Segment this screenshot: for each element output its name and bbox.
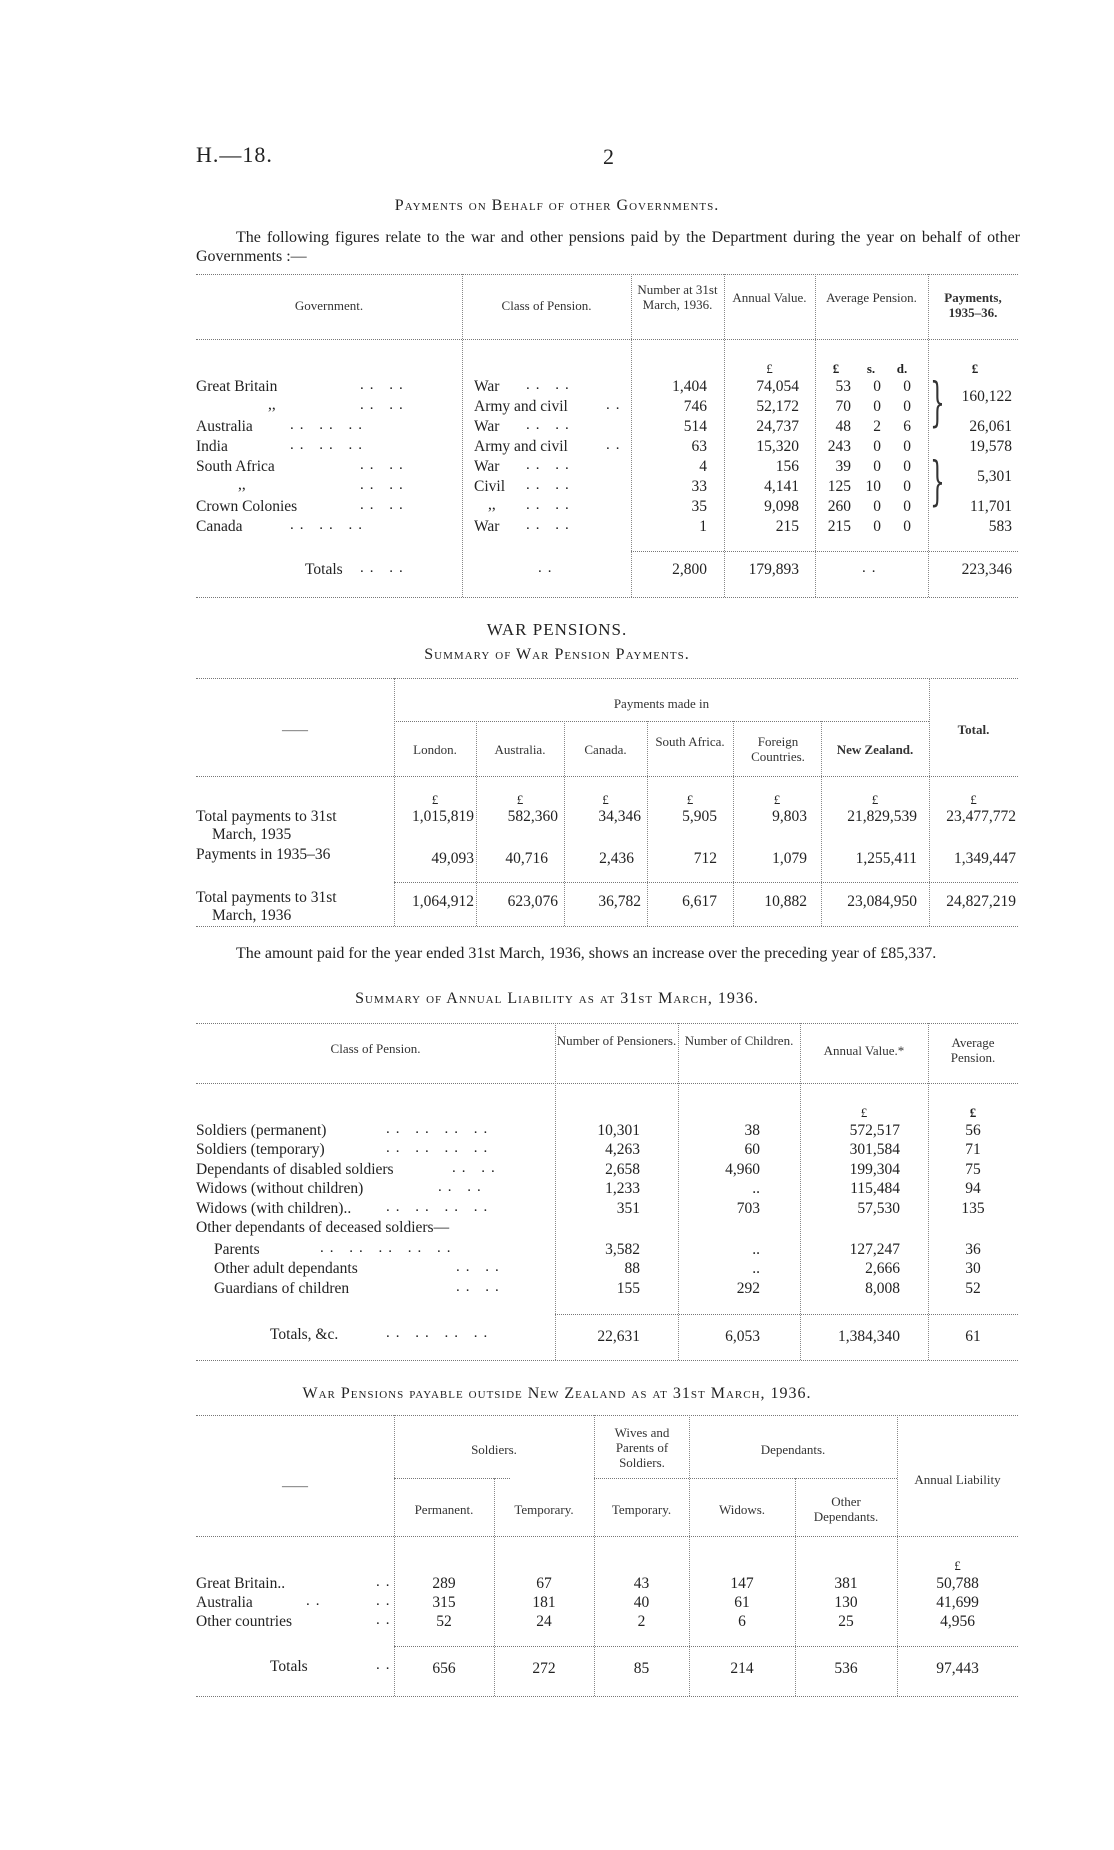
payment-australia: 40,716 [505,850,548,867]
average-shillings: 2 [873,418,881,435]
payment-total: 24,827,219 [946,893,1016,910]
dependants-other: 381 [834,1575,858,1592]
document-reference: H.—18. [196,142,273,167]
average-pounds: 125 [827,478,851,495]
pension-count: 35 [691,498,707,515]
average-pounds: 260 [827,498,851,515]
row-label: Total payments to 31st [196,808,337,825]
annual-value: 156 [775,458,799,475]
children-count: 38 [744,1122,760,1139]
annual-value: 2,666 [865,1260,900,1277]
annual-value: 57,530 [857,1200,900,1217]
col-header-permanent: Permanent. [414,1502,474,1517]
unit-shillings: s. [866,361,876,376]
total-pensioners: 22,631 [597,1328,640,1345]
unit-pound: £ [860,1105,868,1120]
col-header-class-of-pension: Class of Pension. [330,1041,421,1056]
total-liability: 97,443 [936,1660,979,1677]
group-header-soldiers: Soldiers. [471,1442,517,1457]
row-label-continued: March, 1935 [212,826,292,843]
payment-london: 1,015,819 [412,808,474,825]
annual-value: 9,098 [764,498,799,515]
unit-pence: d. [896,361,908,376]
col-header-annual-value: Annual Value.* [823,1043,905,1058]
average-pounds: 215 [827,518,851,535]
average-pension: 135 [961,1200,985,1217]
total-children: 6,053 [725,1328,760,1345]
annual-liability: 41,699 [936,1594,979,1611]
government-name: Crown Colonies [196,498,298,515]
annual-value: 215 [775,518,799,535]
col-header-annual-liability: Annual Liability [914,1472,1001,1487]
row-label: Widows (without children) [196,1180,364,1197]
col-header-foreign: Foreign Countries. [751,734,805,764]
average-pounds: 70 [835,398,851,415]
annual-value: 15,320 [756,438,799,455]
col-header-south-africa: South Africa. [655,734,725,749]
average-pension: 94 [965,1180,981,1197]
annual-liability: 4,956 [940,1613,975,1630]
annual-value: 4,141 [764,478,799,495]
average-pence: 0 [903,438,911,455]
unit-pound: £ [431,792,439,807]
pension-class: War [474,418,500,435]
average-pence: 0 [903,458,911,475]
annual-value: 301,584 [849,1141,900,1158]
pension-class: War [474,458,500,475]
pensioner-count: 351 [616,1200,640,1217]
government-name: South Africa [196,458,275,475]
row-label: Total payments to 31st [196,889,337,906]
col-header-class: Class of Pension. [501,298,592,313]
row-label: Dependants of disabled soldiers [196,1161,394,1178]
payment-new-zealand: 23,084,950 [847,893,917,910]
unit-pound: £ [969,1105,977,1120]
government-name: Australia [196,418,253,435]
children-count: .. [752,1241,760,1258]
pension-count: 1 [699,518,707,535]
row-label: Soldiers (temporary) [196,1141,325,1158]
average-pence: 0 [903,518,911,535]
payment-canada: 583 [988,518,1012,535]
total-wives: 85 [633,1660,650,1677]
average-pence: 0 [903,378,911,395]
col-header-canada: Canada. [584,742,627,757]
row-label: Other dependants of deceased soldiers— [196,1219,450,1236]
payment-new-zealand: 21,829,539 [847,808,917,825]
annual-value: 115,484 [850,1180,900,1197]
annual-value: 572,517 [849,1122,900,1139]
dependants-widows: 61 [734,1594,750,1611]
average-pension: 30 [965,1260,981,1277]
col-header-dash: —— [282,1478,308,1493]
average-pounds: 39 [835,458,851,475]
col-header-children: Number of Children. [684,1033,794,1048]
payment-south-africa: 5,301 [977,468,1012,485]
annual-value: 199,304 [849,1161,900,1178]
payment-canada: 36,782 [598,893,641,910]
pension-class: Army and civil [474,398,568,415]
payment-india: 19,578 [969,438,1012,455]
payment-south-africa: 6,617 [682,893,717,910]
row-label: Widows (with children).. [196,1200,352,1217]
average-pension: 52 [965,1280,981,1297]
section-subtitle-war-pension-payments: Summary of War Pension Payments. [424,646,690,663]
average-pence: 0 [903,498,911,515]
payment-south-africa: 5,905 [682,808,717,825]
annual-value: 127,247 [849,1241,900,1258]
payment-total: 1,349,447 [954,850,1016,867]
wives-temporary: 43 [633,1575,650,1592]
col-header-widows: Widows. [718,1502,766,1517]
unit-pound: £ [970,792,977,807]
pension-count: 4 [699,458,707,475]
payment-great-britain: 160,122 [961,388,1012,405]
dependants-widows: 147 [730,1575,754,1592]
soldiers-permanent: 315 [432,1594,456,1611]
payment-australia: 582,360 [507,808,558,825]
average-pence: 0 [903,398,911,415]
payment-london: 1,064,912 [412,893,474,910]
average-shillings: 0 [873,438,881,455]
col-header-total: Total. [957,722,990,737]
children-count: 60 [744,1141,760,1158]
row-label: Other adult dependants [214,1260,358,1277]
total-payments: 223,346 [961,561,1012,578]
pensioner-count: 1,233 [605,1180,640,1197]
average-pence: 6 [903,418,911,435]
pensioner-count: 4,263 [605,1141,640,1158]
government-name: India [196,438,228,455]
unit-pound: £ [871,792,879,807]
unit-pound: £ [773,792,781,807]
average-pension: 36 [965,1241,981,1258]
row-label-continued: March, 1936 [212,907,292,924]
total-count: 2,800 [672,561,707,578]
pension-class: ,, [488,496,496,513]
pensioner-count: 3,582 [605,1241,640,1258]
totals-label: Totals [270,1658,308,1675]
payment-australia: 623,076 [507,893,558,910]
average-pension: 71 [965,1141,981,1158]
average-shillings: 0 [873,498,881,515]
col-header-temporary: Temporary. [514,1502,574,1517]
unit-pound: £ [686,792,694,807]
country-name: Australia [196,1594,253,1611]
average-shillings: 10 [865,478,881,495]
children-count: 292 [736,1280,760,1297]
page-number: 2 [603,144,614,169]
average-shillings: 0 [873,518,881,535]
pensioner-count: 2,658 [605,1161,640,1178]
pension-count: 63 [691,438,707,455]
annual-value: 74,054 [756,378,799,395]
average-pension: 75 [965,1161,981,1178]
unit-pound: £ [516,792,524,807]
average-pounds: 53 [835,378,851,395]
col-header-government: Government. [294,298,364,313]
pensioner-count: 155 [616,1280,640,1297]
brace-icon: } [930,452,945,512]
payment-canada: 2,436 [599,850,634,867]
payment-australia: 26,061 [969,418,1012,435]
col-header-pensioners: Number of Pensioners. [556,1033,677,1048]
average-pounds: 48 [835,418,851,435]
pension-class: War [474,518,500,535]
group-header-payments-made-in: Payments made in [613,696,710,711]
total-temporary: 272 [532,1660,556,1677]
totals-label: Totals, &c. [270,1326,339,1343]
average-shillings: 0 [873,458,881,475]
group-header-dependants: Dependants. [760,1442,826,1457]
children-count: 703 [736,1200,760,1217]
total-annual: 179,893 [748,561,799,578]
col-header-wives-temporary: Temporary. [611,1502,672,1517]
intro-paragraph: The following figures relate to the war and other pensions paid by the Department during the year on behalf of other Governments :— [196,229,1020,265]
dependants-other: 25 [838,1613,854,1630]
government-name: Great Britain [196,378,278,395]
average-pence: 0 [903,478,911,495]
payment-canada: 34,346 [598,808,641,825]
payment-south-africa: 712 [693,850,717,867]
col-header-annual-value: Annual Value. [732,290,807,305]
unit-pound: £ [602,792,609,807]
children-count: .. [752,1260,760,1277]
soldiers-temporary: 67 [536,1575,552,1592]
payment-total: 23,477,772 [946,808,1016,825]
average-shillings: 0 [873,378,881,395]
children-count: 4,960 [725,1161,760,1178]
annual-value: 8,008 [865,1280,900,1297]
total-annual-value: 1,384,340 [838,1328,900,1345]
wives-temporary: 40 [633,1594,650,1611]
col-header-dash: —— [282,722,308,737]
col-header-average: Average Pension. [826,290,917,305]
pensioner-count: 10,301 [597,1122,640,1139]
government-name: ,, [238,476,246,493]
country-name: Great Britain.. [196,1575,286,1592]
pension-count: 1,404 [672,378,707,395]
increase-note: The amount paid for the year ended 31st March, 1936, shows an increase over the preceding year of £85,337. [236,945,937,962]
dependants-widows: 6 [738,1613,746,1630]
total-widows: 214 [730,1660,754,1677]
total-permanent: 656 [432,1660,456,1677]
row-label: Payments in 1935–36 [196,846,331,863]
dependants-other: 130 [834,1594,858,1611]
group-header-wives-parents: Wives and Parents of Soldiers. [614,1425,670,1470]
col-header-payments: Payments, 1935–36. [944,290,1002,320]
average-pension: 56 [965,1122,981,1139]
row-label: Soldiers (permanent) [196,1122,327,1139]
total-average: 61 [965,1328,981,1345]
average-shillings: 0 [873,398,881,415]
pension-count: 514 [683,418,707,435]
pension-count: 746 [683,398,707,415]
pension-count: 33 [691,478,707,495]
pension-class: War [474,378,500,395]
section-title-annual-liability: Summary of Annual Liability as at 31st March, 1936. [355,990,759,1007]
average-pounds: 243 [827,438,851,455]
children-count: .. [752,1180,760,1197]
col-header-australia: Australia. [494,742,546,757]
row-label: Parents [214,1241,260,1258]
payment-london: 49,093 [431,850,474,867]
total-other: 536 [834,1660,858,1677]
section-title-outside-new-zealand: War Pensions payable outside New Zealand as at 31st March, 1936. [302,1385,812,1402]
payment-foreign: 10,882 [764,893,807,910]
section-title-war-pensions: WAR PENSIONS. [486,620,628,639]
col-header-average-pension: Average Pension. [950,1035,996,1065]
annual-value: 52,172 [756,398,799,415]
col-header-number: Number at 31st March, 1936. [637,282,718,312]
row-label: Guardians of children [214,1280,350,1297]
col-header-other-dependants: Other Dependants. [813,1494,879,1524]
totals-label: Totals [305,561,343,578]
government-name: Canada [196,518,243,535]
payment-new-zealand: 1,255,411 [855,850,917,867]
col-header-new-zealand: New Zealand. [836,742,914,757]
soldiers-permanent: 289 [432,1575,456,1592]
country-name: Other countries [196,1613,292,1630]
payment-crown-colonies: 11,701 [969,498,1012,515]
annual-value: 24,737 [756,418,799,435]
unit-pound: £ [971,361,979,376]
brace-icon: } [930,373,945,433]
payment-foreign: 1,079 [772,850,807,867]
government-name: ,, [268,396,276,413]
pensioner-count: 88 [624,1260,640,1277]
pension-class: Army and civil [474,438,568,455]
soldiers-permanent: 52 [436,1613,452,1630]
col-header-london: London. [413,742,457,757]
soldiers-temporary: 24 [536,1613,552,1630]
payment-foreign: 9,803 [772,808,807,825]
unit-pound: £ [766,361,773,376]
wives-temporary: 2 [637,1613,646,1630]
unit-pound: £ [832,361,840,376]
pension-class: Civil [474,478,506,495]
section-title-other-governments: Payments on Behalf of other Governments. [394,197,720,214]
annual-liability: 50,788 [936,1575,979,1592]
soldiers-temporary: 181 [532,1594,556,1611]
unit-pound: £ [954,1558,961,1573]
